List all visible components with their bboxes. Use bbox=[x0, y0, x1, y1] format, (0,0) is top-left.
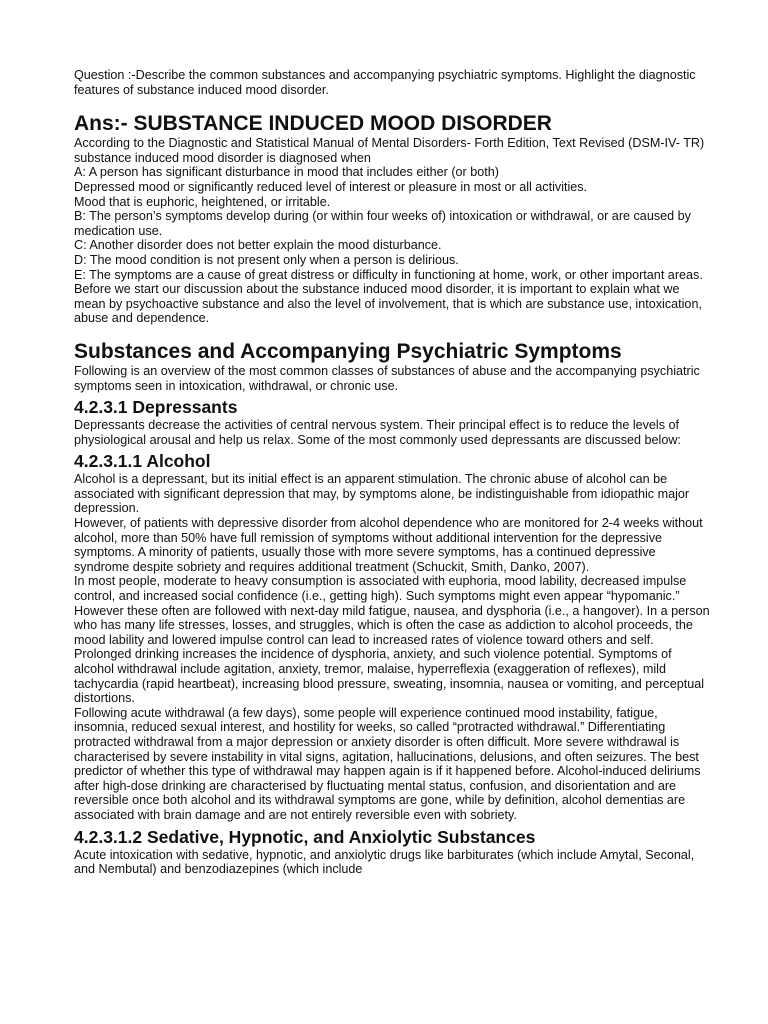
answer-body bbox=[74, 136, 710, 326]
question-text: Question :-Describe the common substances and accompanying psychiatric symptoms. Highlight the diagnostic features of substance induced mood disorder. bbox=[74, 68, 696, 97]
sedative-text: Acute intoxication with sedative, hypnotic, and anxiolytic drugs like barbiturates (which include Amytal, Seconal, and Nembutal) and benzodiazepines (which include bbox=[74, 847, 695, 877]
sedative-heading: 4.2.3.1.2 Sedative, Hypnotic, and Anxiolytic Substances bbox=[74, 826, 536, 847]
section-intro: Following is an overview of the most common classes of substances of abuse and the accompanying psychiatric symptoms seen in intoxication, withdrawal, or chronic use. bbox=[74, 363, 700, 393]
answer-paragraph: B: The person’s symptoms develop during (or within four weeks of) intoxication or withdrawal, or are caused by medication use. bbox=[74, 209, 691, 238]
answer-paragraph: D: The mood condition is not present only when a person is delirious. bbox=[74, 252, 459, 267]
alcohol-body bbox=[74, 472, 710, 822]
answer-paragraph: A: A person has significant disturbance in mood that includes either (or both) bbox=[74, 165, 499, 180]
alcohol-paragraph: Following acute withdrawal (a few days), some people will experience continued mood instability, fatigue, insomnia, reduced sexual interest, and hostility for weeks, so called “protracted withdrawal.” Differentiating protracted withdrawal from a major depression or anxiety disorder is often difficult. More severe withdrawal is characterised by severe instability in vital signs, agitation, hallucinations, delusions, and often seizures. The best predictor of whether this type of withdrawal may happen again is if it happened before. Alcohol-induced deliriums after high-dose drinking are characterised by fluctuating mental status, confusion, and disorientation and are reversible once both alcohol and its withdrawal symptoms are gone, while by definition, alcohol dementias are associated with brain damage and are not entirely reversible even with sobriety. bbox=[74, 705, 701, 822]
answer-paragraph: Mood that is euphoric, heightened, or irritable. bbox=[74, 194, 331, 209]
depressants-text: Depressants decrease the activities of central nervous system. Their principal effect is to reduce the levels of physiological arousal and help us relax. Some of the most commonly used depressants are discussed below: bbox=[74, 418, 681, 447]
alcohol-paragraph: Alcohol is a depressant, but its initial effect is an apparent stimulation. The chronic abuse of alcohol can be associated with significant depression that may, by symptoms alone, be indistinguishable from idiopathic major depression. bbox=[74, 472, 690, 516]
section-heading: Substances and Accompanying Psychiatric Symptoms bbox=[74, 339, 622, 363]
alcohol-paragraph: In most people, moderate to heavy consumption is associated with euphoria, mood lability, decreased impulse control, and increased social confidence (i.e., getting high). Such symptoms might even appear “hypomanic.” However these often are followed with next-day mild fatigue, nausea, and dysphoria (i.e., a hangover). In a person who has many life stresses, losses, and struggles, which is often the case as addiction to alcohol proceeds, the mood lability and lowered impulse control can lead to increased rates of violence toward others and self. Prolonged drinking increases the incidence of dysphoria, anxiety, and such violence potential. Symptoms of alcohol withdrawal include agitation, anxiety, tremor, malaise, hyperreflexia (exaggeration of reflexes), mild tachycardia (rapid heartbeat), increasing blood pressure, sweating, insomnia, nausea or vomiting, and perceptual distortions. bbox=[74, 574, 710, 706]
answer-paragraph: Depressed mood or significantly reduced level of interest or pleasure in most or all activities. bbox=[74, 179, 588, 194]
answer-paragraph: Before we start our discussion about the substance induced mood disorder, it is important to explain what we mean by psychoactive substance and also the level of involvement, that is which are substance use, intoxication, abuse and dependence. bbox=[74, 282, 702, 326]
answer-paragraph: E: The symptoms are a cause of great distress or difficulty in functioning at home, work, or other important areas. bbox=[74, 267, 703, 282]
answer-paragraph: C: Another disorder does not better explain the mood disturbance. bbox=[74, 238, 442, 253]
depressants-heading: 4.2.3.1 Depressants bbox=[74, 397, 238, 418]
alcohol-paragraph: However, of patients with depressive disorder from alcohol dependence who are monitored for 2-4 weeks without alcohol, more than 50% have full remission of symptoms without additional intervention for the depressive symptoms. A minority of patients, usually those with more severe symptoms, has a continued depressive syndrome despite sobriety and requires additional treatment (Schuckit, Smith, Danko, 2007). bbox=[74, 516, 703, 574]
answer-heading: Ans:- SUBSTANCE INDUCED MOOD DISORDER bbox=[74, 112, 552, 136]
answer-paragraph: According to the Diagnostic and Statistical Manual of Mental Disorders- Forth Edition, Text Revised (DSM-IV- TR) substance induced mood disorder is diagnosed when bbox=[74, 136, 705, 165]
alcohol-heading: 4.2.3.1.1 Alcohol bbox=[74, 451, 211, 472]
